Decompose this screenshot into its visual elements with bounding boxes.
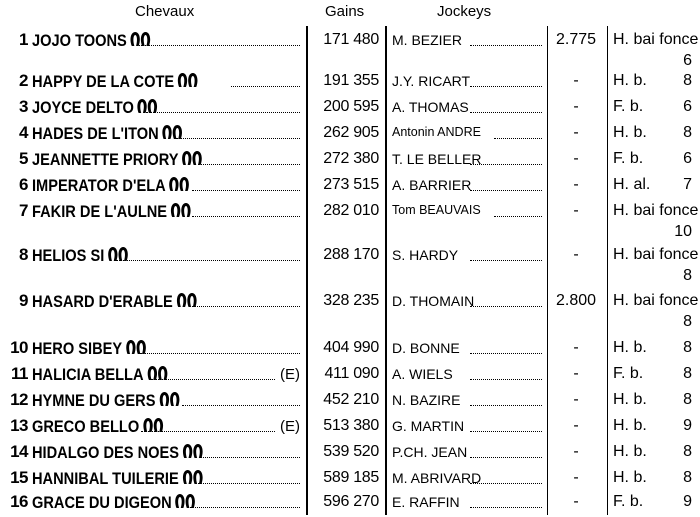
runner-row (0, 175, 700, 197)
horse-name-text: JOYCE DELTO (32, 98, 134, 117)
leader-dots (470, 379, 542, 380)
leader-dots (198, 164, 300, 165)
ecurie-mark: (E) (280, 418, 300, 435)
leader-dots (192, 190, 300, 191)
coat-label: H. b. (613, 72, 647, 89)
odds-value: - (573, 150, 579, 167)
horse-name (32, 338, 149, 361)
gains-value: 328 235 (323, 292, 379, 309)
jockey-name: T. LE BELLER (392, 151, 482, 167)
odds-value: - (573, 493, 579, 510)
runner-row (0, 364, 700, 386)
runner-number: 4 (19, 123, 28, 142)
jockey-name: D. BONNE (392, 340, 460, 356)
coat-label: H. bai fonce (613, 246, 699, 263)
horse-name (32, 245, 131, 268)
jockey-name: N. BAZIRE (392, 392, 461, 408)
gains-value: 539 520 (323, 443, 379, 460)
jockey-name: J.Y. RICART (392, 73, 471, 89)
odds-value: 2.800 (555, 292, 597, 309)
horse-name (32, 468, 205, 491)
horse-name-text: HANNIBAL TUILERIE (32, 469, 179, 488)
runner-row (0, 442, 700, 464)
leader-dots (494, 138, 542, 139)
odds-value: - (573, 98, 579, 115)
leader-dots (139, 45, 300, 46)
runner-row (0, 468, 700, 490)
age-value: 9 (683, 493, 692, 510)
leader-dots (494, 216, 542, 217)
gains-value: 452 210 (323, 391, 379, 408)
jockey-name: E. RAFFIN (392, 494, 460, 510)
leader-dots (231, 86, 300, 87)
leader-dots (470, 457, 542, 458)
horseshoe-pair-icon (170, 201, 194, 219)
gains-value: 272 380 (323, 150, 379, 167)
jockey-name: A. BARRIER (392, 177, 472, 193)
jockey-name: P.CH. JEAN (392, 444, 468, 460)
leader-dots (470, 353, 542, 354)
gains-value: 191 355 (323, 72, 379, 89)
horse-name-text: HALICIA BELLA (32, 365, 144, 384)
horse-name (32, 364, 170, 387)
runner-number: 8 (19, 245, 28, 264)
leader-dots (470, 260, 542, 261)
runner-number: 13 (10, 416, 28, 435)
horse-name (32, 97, 160, 120)
gains-value: 200 595 (323, 98, 379, 115)
leader-dots (470, 45, 542, 46)
odds-value: - (573, 246, 579, 263)
odds-value: - (573, 391, 579, 408)
coat-label: F. b. (613, 493, 644, 510)
leader-dots (470, 405, 542, 406)
runner-number: 6 (19, 175, 28, 194)
runner-number: 14 (10, 442, 28, 461)
leader-dots (140, 353, 300, 354)
leader-dots (470, 86, 542, 87)
age-value: 8 (683, 469, 692, 486)
odds-value: - (573, 443, 579, 460)
horse-name (32, 201, 194, 224)
header-jockeys: Jockeys (437, 3, 492, 20)
gains-value: 273 515 (323, 176, 379, 193)
leader-dots (470, 483, 542, 484)
leader-dots (470, 112, 542, 113)
leader-dots (470, 190, 542, 191)
runner-row (0, 492, 700, 514)
runner-row (0, 149, 700, 171)
age-value: 8 (683, 124, 692, 141)
jockey-name: A. THOMAS (392, 99, 469, 115)
runner-row (0, 338, 700, 360)
odds-value: - (573, 365, 579, 382)
runner-number: 16 (10, 492, 28, 511)
horse-name-text: HADES DE L'ITON (32, 124, 159, 143)
odds-value: - (573, 469, 579, 486)
horse-name-text: HAPPY DE LA COTE (32, 72, 175, 91)
header-gains: Gains (325, 3, 365, 20)
age-value: 8 (683, 72, 692, 89)
jockey-name: S. HARDY (392, 247, 459, 263)
gains-value: 411 090 (324, 365, 379, 382)
runner-number: 7 (19, 201, 28, 220)
runner-row (0, 245, 700, 284)
horse-name-text: IMPERATOR D'ELA (32, 176, 166, 195)
age-value: 8 (683, 339, 692, 356)
jockey-name: Antonin ANDRE (392, 125, 481, 139)
age-value: 10 (674, 223, 692, 240)
age-value: 8 (683, 391, 692, 408)
coat-label: H. b. (613, 443, 647, 460)
leader-dots (176, 138, 300, 139)
header-chevaux: Chevaux (135, 3, 195, 20)
gains-value: 404 990 (323, 339, 379, 356)
horse-name-text: HYMNE DU GERS (32, 391, 156, 410)
leader-dots (201, 457, 300, 458)
runner-number: 12 (10, 390, 28, 409)
odds-value: - (573, 339, 579, 356)
runner-number: 2 (19, 71, 28, 90)
leader-dots (198, 483, 300, 484)
gains-value: 262 905 (323, 124, 379, 141)
leader-dots (192, 216, 300, 217)
odds-value: - (573, 202, 579, 219)
horse-name (32, 291, 199, 314)
age-value: 8 (683, 443, 692, 460)
horseshoe-pair-icon (177, 71, 201, 89)
age-value: 8 (683, 365, 692, 382)
coat-label: H. b. (613, 469, 647, 486)
jockey-name: A. WIELS (392, 366, 453, 382)
horse-name-text: HELIOS SI (32, 246, 105, 265)
leader-dots (146, 112, 300, 113)
runner-number: 3 (19, 97, 28, 116)
horseshoe-pair-icon (158, 390, 182, 408)
coat-label: H. bai fonce (613, 202, 699, 219)
coat-label: F. b. (613, 365, 644, 382)
runner-row (0, 71, 700, 93)
runner-number: 9 (19, 291, 28, 310)
jockey-name: M. BEZIER (392, 32, 463, 48)
jockey-name: D. THOMAIN (392, 293, 475, 309)
age-value: 6 (683, 150, 692, 167)
coat-label: H. al. (613, 176, 651, 193)
leader-dots (151, 379, 275, 380)
odds-value: - (573, 72, 579, 89)
runner-row (0, 201, 700, 240)
jockey-name: Tom BEAUVAIS (392, 203, 481, 217)
horse-name-text: GRACE DU DIGEON (32, 493, 172, 512)
horse-name-text: FAKIR DE L'AULNE (32, 202, 168, 221)
coat-label: H. b. (613, 417, 647, 434)
leader-dots (470, 164, 542, 165)
gains-value: 513 380 (323, 417, 379, 434)
horse-name (32, 123, 185, 146)
coat-label: F. b. (613, 150, 644, 167)
runner-number: 10 (10, 338, 28, 357)
gains-value: 589 185 (323, 469, 379, 486)
runner-number: 11 (11, 364, 28, 383)
runner-row (0, 30, 700, 69)
leader-dots (470, 431, 542, 432)
horse-name (32, 390, 182, 413)
age-value: 9 (683, 417, 692, 434)
gains-value: 596 270 (323, 493, 379, 510)
runner-row (0, 390, 700, 412)
runner-number: 1 (19, 30, 28, 49)
runner-row (0, 97, 700, 119)
horse-name-text: JEANNETTE PRIORY (32, 150, 179, 169)
age-value: 8 (683, 313, 692, 330)
coat-label: F. b. (613, 98, 644, 115)
horse-name-text: HIDALGO DES NOES (32, 443, 180, 462)
horse-name (32, 492, 198, 515)
runner-number: 15 (10, 468, 28, 487)
odds-value: - (573, 176, 579, 193)
runner-row (0, 416, 700, 438)
horse-name (32, 175, 192, 198)
horse-name (32, 71, 201, 94)
gains-value: 282 010 (323, 202, 379, 219)
horse-name-text: GRECO BELLO (32, 417, 140, 436)
coat-label: H. bai fonce (613, 31, 699, 48)
odds-value: - (573, 124, 579, 141)
horse-name-text: HERO SIBEY (32, 339, 123, 358)
leader-dots (470, 306, 542, 307)
runner-row (0, 291, 700, 330)
horse-name (32, 442, 206, 465)
horse-name-text: JOJO TOONS (32, 31, 127, 50)
leader-dots (190, 507, 300, 508)
coat-label: H. bai fonce (613, 292, 699, 309)
runner-number: 5 (19, 149, 28, 168)
gains-value: 288 170 (323, 246, 379, 263)
odds-value: - (573, 417, 579, 434)
leader-dots (141, 431, 275, 432)
leader-dots (182, 405, 300, 406)
coat-label: H. b. (613, 339, 647, 356)
horse-name-text: HASARD D'ERABLE (32, 292, 173, 311)
leader-dots (192, 306, 300, 307)
coat-label: H. b. (613, 391, 647, 408)
age-value: 8 (683, 267, 692, 284)
runner-row (0, 123, 700, 145)
ecurie-mark: (E) (280, 366, 300, 383)
horse-name (32, 149, 205, 172)
horse-name (32, 30, 153, 53)
jockey-name: M. ABRIVARD (392, 470, 482, 486)
jockey-name: G. MARTIN (392, 418, 465, 434)
coat-label: H. b. (613, 124, 647, 141)
odds-value: 2.775 (555, 31, 597, 48)
horse-name (32, 416, 166, 439)
age-value: 7 (683, 176, 692, 193)
age-value: 6 (683, 52, 692, 69)
age-value: 6 (683, 98, 692, 115)
leader-dots (470, 507, 542, 508)
leader-dots (116, 260, 300, 261)
gains-value: 171 480 (323, 31, 379, 48)
horseshoe-pair-icon (168, 175, 192, 193)
